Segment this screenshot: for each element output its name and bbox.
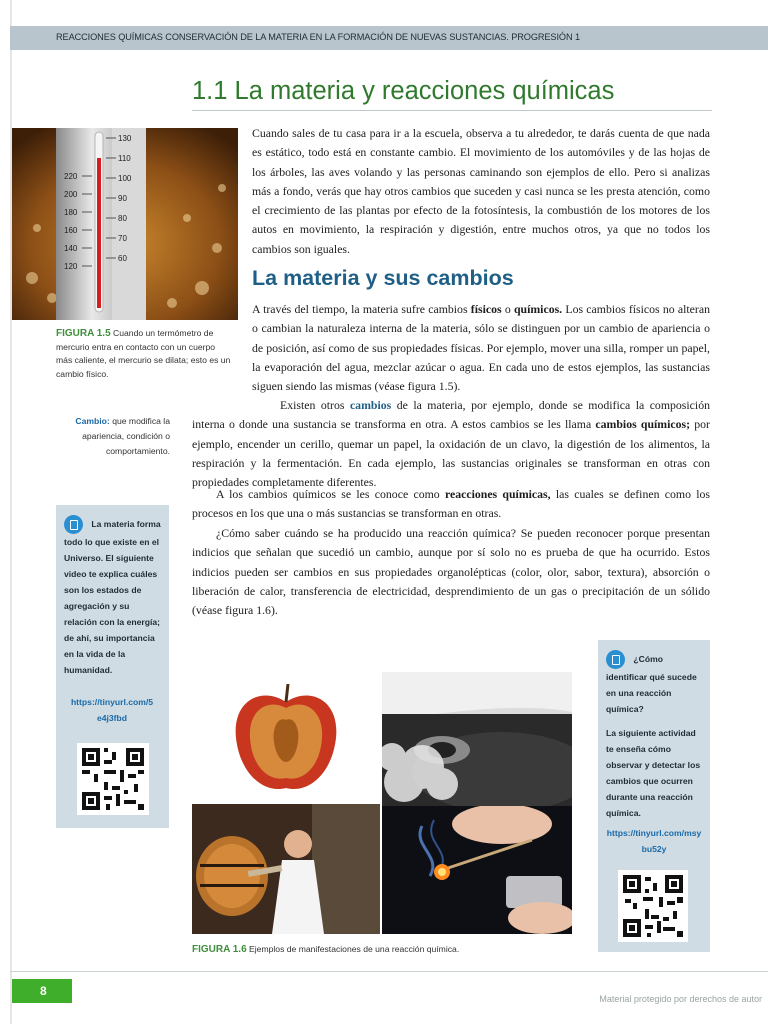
match-lighting-photo [382, 806, 572, 934]
text-run: de la materia, por ejemplo, donde se modifica la composición interna o donde una sustancia se transforma en otra. A estos cambios se les llama [192, 398, 710, 432]
running-header-text: REACCIONES QUÍMICAS CONSERVACIÓN DE LA MATERIA EN LA FORMACIÓN DE NUEVAS SUSTANCIAS. PROGRESIÓN 1 [56, 32, 580, 42]
scale-tick-label: 60 [118, 254, 127, 263]
scale-tick-label: 180 [64, 208, 78, 217]
text-run: por ejemplo, encender un cerillo, quemar un papel, la oxidación de un clavo, la digestión de los alimentos, la respiración y la fermentación. En cada ejemplo, las sustancias originales se transforman en otras con propiedades completamente diferentes. [192, 417, 710, 490]
scale-tick-label: 220 [64, 172, 78, 181]
car-exhaust-photo [382, 672, 572, 806]
page-number: 8 [12, 979, 72, 1003]
sidebox-left-text [64, 515, 162, 678]
sidebox-left-link[interactable]: https://tinyurl.com/5e4j3fbd [70, 697, 154, 723]
sidebox-right-link[interactable]: https://tinyurl.com/msybu52y [606, 828, 702, 854]
copyright-watermark: Material protegido por derechos de autor [599, 994, 762, 1004]
sidebox-left-lead: La materia [91, 518, 135, 529]
video-sidebox-right [598, 640, 710, 952]
text-run: las cuales se definen como los procesos en los que una o más sustancias se transforman en otras. [192, 487, 711, 521]
qr-code-left[interactable] [77, 743, 149, 815]
scale-tick-label: 200 [64, 190, 78, 199]
text-run: A los cambios químicos se les conoce como [216, 487, 445, 501]
video-icon [606, 650, 625, 669]
video-sidebox-left [56, 505, 169, 828]
text-run: A través del tiempo, la materia sufre cambios [252, 302, 471, 316]
figure-1-5-caption [56, 327, 232, 381]
term-cambios-glossary-link[interactable]: cambios [349, 398, 392, 412]
thermometer-photo [12, 128, 238, 320]
running-header-bar [10, 26, 768, 50]
winery-photo [192, 804, 380, 934]
intro-paragraph: Cuando sales de tu casa para ir a la escuela, observa a tu alrededor, te darás cuenta de que nada es estático, todo está en constante cambio. El movimiento de los automóviles y de las hojas de los árboles, las aves volando y las personas caminando son ejemplos de ello. Pero si analizas más a fondo, verás que hay otros cambios que suceden y casi nunca se les presta atención, como el crecimiento de las plantas por efecto de la fotosíntesis, la combustión de los motores de los autos en movimiento, la respiración y digestión, entre muchos otros, ya que no todos los cambios son iguales. [252, 126, 710, 256]
scale-tick-label: 160 [64, 226, 78, 235]
subsection-title: La materia y sus cambios [252, 266, 514, 290]
scale-tick-label: 100 [118, 174, 132, 183]
paragraph-physical-changes [252, 300, 710, 396]
qr-code-right[interactable] [618, 870, 688, 942]
scale-tick-label: 110 [118, 154, 131, 163]
term-fisicos: físicos [470, 302, 502, 316]
scale-tick-label: 80 [118, 214, 127, 223]
figure-1-6-caption [192, 944, 459, 955]
section-title: 1.1 La materia y reacciones químicas [192, 77, 615, 105]
scale-tick-label: 70 [118, 234, 127, 243]
figure-label: FIGURA 1.5 [56, 328, 111, 339]
text-run: Existen otros [280, 398, 350, 412]
video-icon [64, 515, 83, 534]
footer-divider [10, 971, 768, 972]
paragraph-reactions [192, 485, 710, 524]
sidebox-left-body: forma todo lo que existe en el Universo. El siguiente video te explica cuáles son los estados de agregación y su relación con la energía; de ahí, su importancia en la vida de la humanidad. [64, 518, 161, 675]
glossary-definition: que modifica la apariencia, condición o comportamiento. [82, 416, 170, 456]
term-reacciones-quimicas: reacciones químicas, [444, 487, 551, 501]
figure-caption-text: Cuando un termómetro de mercurio entra en contacto con un cuerpo más caliente, el mercurio se dilata; esto es un cambio físico. [56, 328, 231, 379]
paragraph-chemical-changes [192, 396, 710, 492]
text-run: Los cambios físicos no alteran o cambian la naturaleza interna de la materia, sólo se distinguen por un cambio de apariencia o de posición, así como de sus propiedades físicas. Por ejemplo, mover una silla, romper un papel, la evaporación del agua, mezclar azúcar o agua. En cada uno de estos ejemplos, las sustancias siguen siendo las mismas (véase figura 1.5). [252, 302, 710, 394]
apple-photo [192, 676, 380, 802]
scale-tick-label: 140 [64, 244, 78, 253]
paragraph-indicators: ¿Cómo saber cuándo se ha producido una reacción química? Se pueden reconocer porque presentan indicios que señalan que sucedió un cambio, aunque por sí solo no es prueba de que ha ocurrido. Estos indicios pueden ser cambios en sus propiedades organolépticas (color, olor, sabor, textura), absorción o liberación de calor, transferencia de electricidad, desprendimiento de un gas o precipitación de un sólido (véase figura 1.6). [192, 526, 710, 618]
title-divider [192, 110, 712, 111]
figure-caption-text: Ejemplos de manifestaciones de una reacción química. [249, 944, 460, 954]
term-quimicos: químicos. [513, 302, 563, 316]
sidebox-right-body: La siguiente actividad te enseña cómo observar y detectar los cambios que ocurren durante una reacción química. [606, 728, 701, 818]
scale-tick-label: 120 [64, 262, 78, 271]
scale-tick-label: 90 [118, 194, 127, 203]
sidebox-right-lead: ¿Cómo identificar qué sucede en una reacción química? [606, 653, 697, 714]
glossary-term: Cambio: [75, 416, 110, 426]
text-run: o [501, 302, 514, 316]
sidebox-right-text [606, 650, 704, 821]
glossary-note [60, 414, 170, 459]
term-cambios-quimicos: cambios químicos; [595, 417, 691, 432]
scale-tick-label: 130 [118, 134, 132, 143]
figure-label: FIGURA 1.6 [192, 944, 247, 955]
